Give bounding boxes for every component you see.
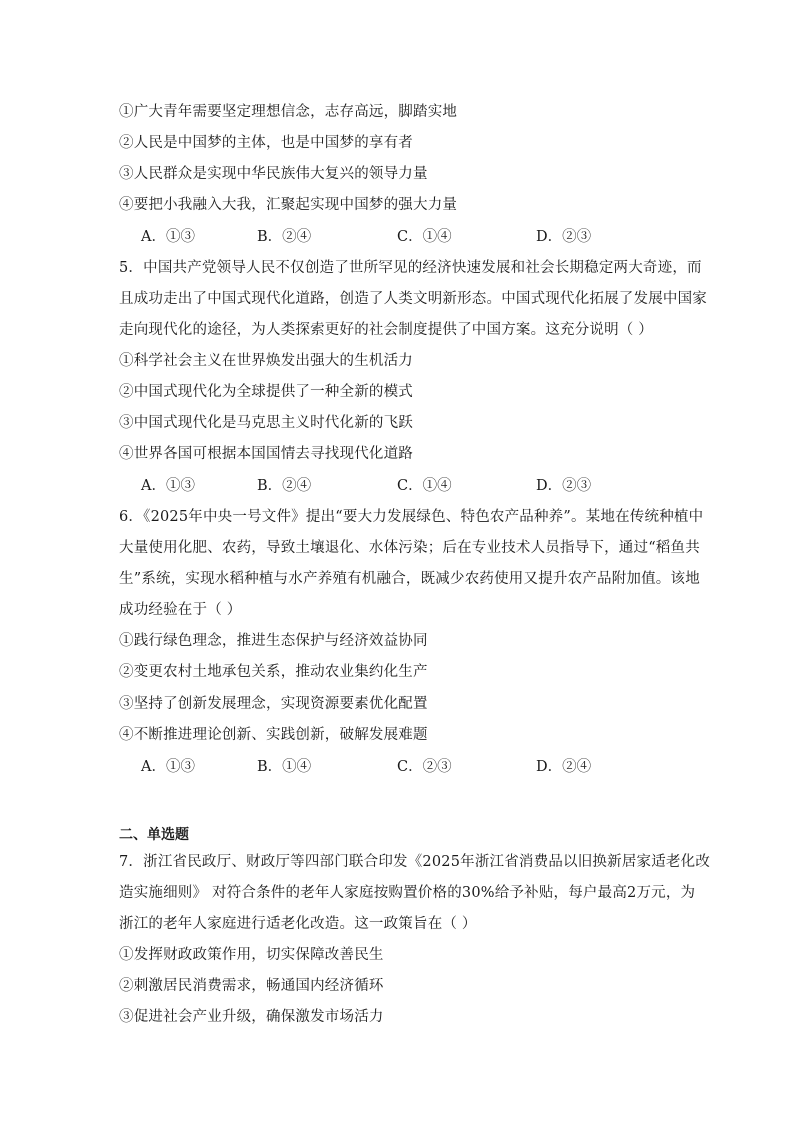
- q5-stem-line-2: 且成功走出了中国式现代化道路，创造了人类文明新形态。中国式现代化拓展了发展中国家: [119, 291, 707, 307]
- section-heading-single-choice: 二、单选题: [119, 827, 189, 843]
- q4-choice-a: A．①③: [141, 229, 195, 245]
- q7-stem-line-1: 7．浙江省民政厅、财政厅等四部门联合印发《2025年浙江省消费品以旧换新居家适老化改: [119, 854, 711, 870]
- q6-option-4: ④不断推进理论创新、实践创新，破解发展难题: [119, 727, 428, 743]
- q4-option-2: ②人民是中国梦的主体，也是中国梦的享有者: [119, 135, 413, 151]
- q7-option-1: ①发挥财政政策作用，切实保障改善民生: [119, 947, 384, 963]
- q4-choice-c: C．①④: [397, 229, 452, 245]
- q5-choice-a: A．①③: [141, 478, 195, 494]
- q6-choice-d: D．②④: [536, 759, 592, 775]
- q5-option-2: ②中国式现代化为全球提供了一种全新的模式: [119, 384, 413, 400]
- q6-choice-a: A．①③: [141, 759, 195, 775]
- q7-option-3: ③促进社会产业升级，确保激发市场活力: [119, 1009, 384, 1025]
- q4-option-1: ①广大青年需要坚定理想信念，志存高远，脚踏实地: [119, 104, 458, 120]
- q5-choice-b: B．②④: [257, 478, 312, 494]
- q5-choice-d: D．②③: [536, 478, 592, 494]
- q5-choice-c: C．①④: [397, 478, 452, 494]
- q6-stem-line-3: 生”系统，实现水稻种植与水产养殖有机融合，既减少农药使用又提升农产品附加值。该地: [119, 571, 700, 587]
- q7-stem-line-2: 造实施细则》 对符合条件的老年人家庭按购置价格的30%给予补贴，每户最高2万元，为: [119, 885, 696, 901]
- q6-option-3: ③坚持了创新发展理念，实现资源要素优化配置: [119, 696, 428, 712]
- q5-stem-line-1: 5．中国共产党领导人民不仅创造了世所罕见的经济快速发展和社会长期稳定两大奇迹，而: [119, 260, 702, 276]
- q6-stem-line-2: 大量使用化肥、农药，导致土壤退化、水体污染；后在专业技术人员指导下，通过“稻鱼共: [119, 540, 700, 556]
- q6-option-2: ②变更农村土地承包关系，推动农业集约化生产: [119, 664, 428, 680]
- q7-option-2: ②刺激居民消费需求，畅通国内经济循环: [119, 978, 384, 994]
- q6-choice-c: C．②③: [397, 759, 452, 775]
- q6-option-1: ①践行绿色理念，推进生态保护与经济效益协同: [119, 633, 428, 649]
- q6-stem-line-1: 6．《2025年中央一号文件》提出“要大力发展绿色、特色农产品种养”。某地在传统种植中: [119, 509, 704, 525]
- q5-option-3: ③中国式现代化是马克思主义时代化新的飞跃: [119, 415, 413, 431]
- q5-option-4: ④世界各国可根据本国国情去寻找现代化道路: [119, 446, 413, 462]
- q4-option-3: ③人民群众是实现中华民族伟大复兴的领导力量: [119, 166, 428, 182]
- q6-stem-line-4: 成功经验在于（ ）: [119, 602, 242, 618]
- q6-choice-b: B．①④: [257, 759, 312, 775]
- q4-choice-b: B．②④: [257, 229, 312, 245]
- q5-option-1: ①科学社会主义在世界焕发出强大的生机活力: [119, 353, 413, 369]
- q4-option-4: ④要把小我融入大我，汇聚起实现中国梦的强大力量: [119, 197, 458, 213]
- q4-choice-d: D．②③: [536, 229, 592, 245]
- q7-stem-line-3: 浙江的老年人家庭进行适老化改造。这一政策旨在（ ）: [119, 916, 477, 932]
- q5-stem-line-3: 走向现代化的途径，为人类探索更好的社会制度提供了中国方案。这充分说明（ ）: [119, 322, 654, 338]
